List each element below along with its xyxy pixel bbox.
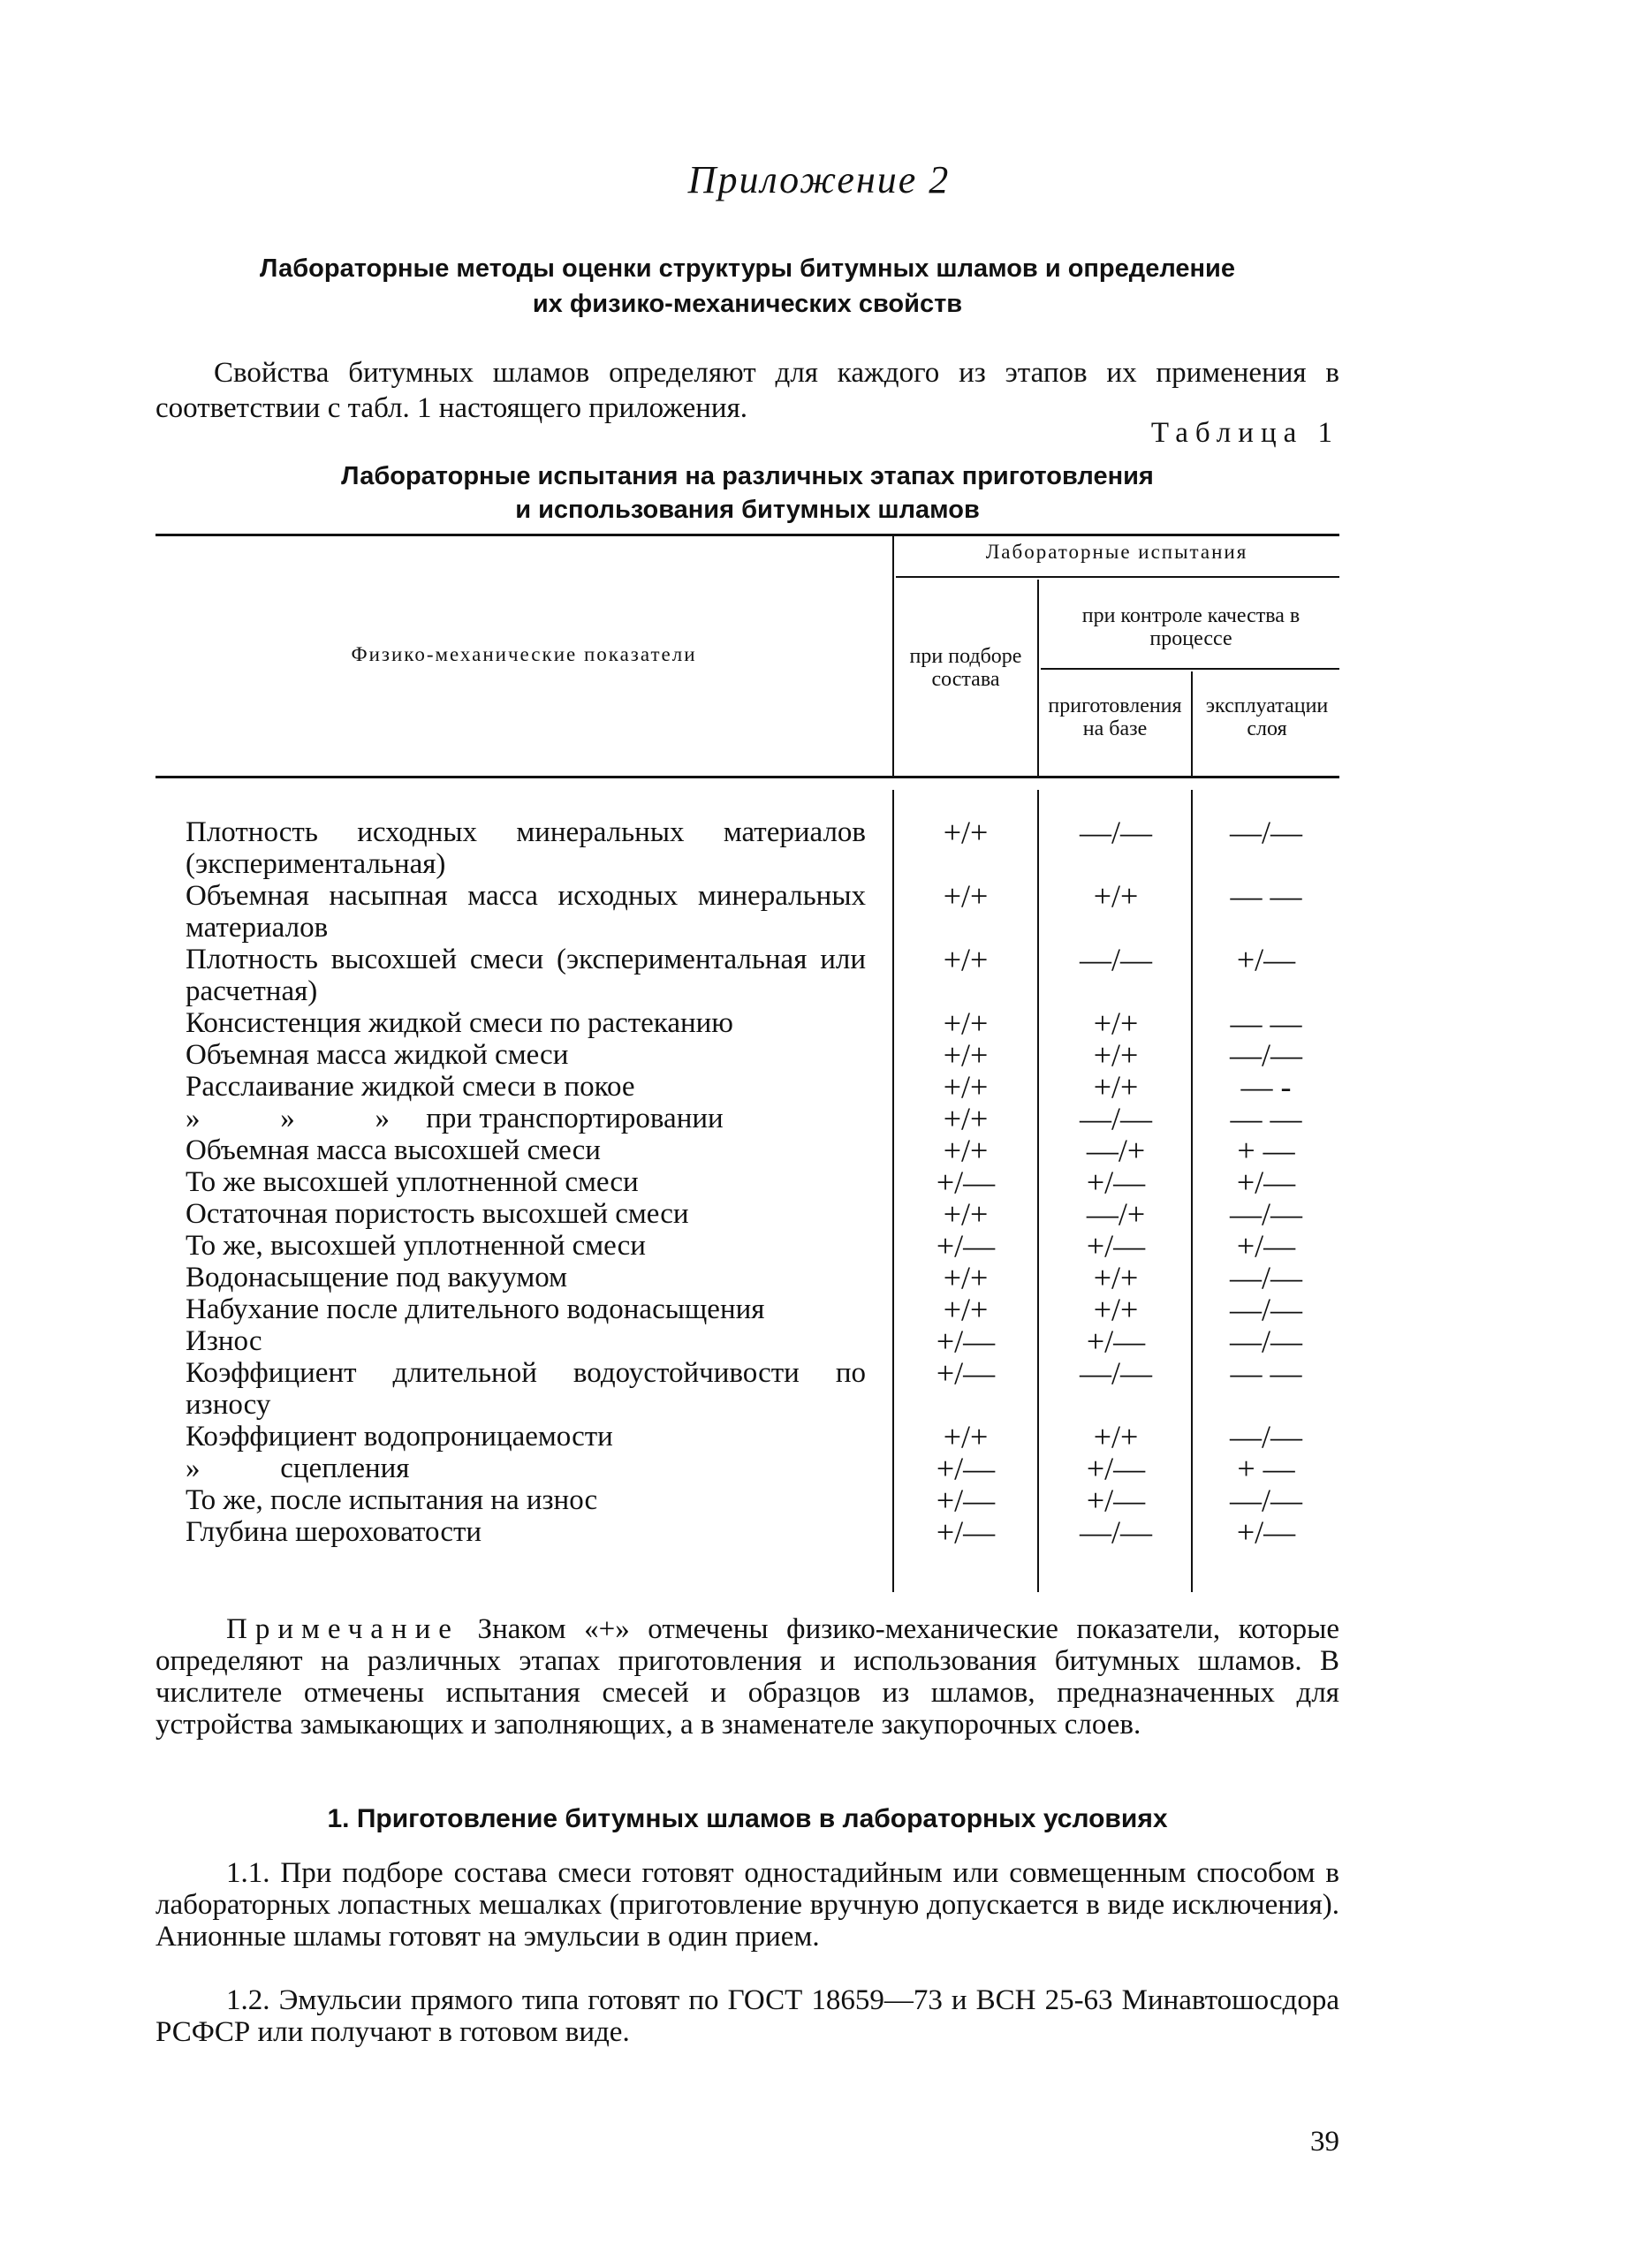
row-label: Коэффициент водопроницаемости bbox=[186, 1421, 613, 1453]
cell-operation: — — bbox=[1230, 878, 1302, 914]
table-number: Таблица 1 bbox=[1150, 417, 1339, 449]
header-divider-lab-tests bbox=[896, 576, 1339, 578]
table-row bbox=[186, 1325, 1361, 1357]
cell-preparation: —/— bbox=[1079, 1355, 1152, 1391]
note-label: Примечание bbox=[226, 1613, 459, 1645]
cell-at-selection: +/+ bbox=[943, 1260, 989, 1295]
cell-operation: — — bbox=[1230, 1355, 1302, 1391]
cell-operation: +/— bbox=[1236, 942, 1296, 977]
table-row bbox=[186, 1421, 1361, 1453]
cell-operation: —/— bbox=[1229, 1196, 1302, 1232]
note-text: Знаком «+» отмечены физико-механические показатели, которые определяют на различных этапах приготовления и использования битумных шламов. В числителе отмечены испытания смесей и образцов из шламов, предназначенных для устройства замыкающих и заполняющих, а в знаменателе закупорочных слоев. bbox=[155, 1613, 1340, 1741]
cell-preparation: —/— bbox=[1079, 1514, 1152, 1550]
cell-preparation: +/+ bbox=[1093, 1419, 1139, 1454]
cell-preparation: +/— bbox=[1086, 1483, 1146, 1518]
cell-at-selection: +/— bbox=[936, 1228, 996, 1263]
table-row bbox=[186, 1007, 1361, 1039]
header-preparation: приготовления на базе bbox=[1048, 694, 1182, 740]
table-top-rule bbox=[155, 534, 1339, 536]
intro-paragraph: Свойства битумных шламов определяют для каждого из этапов их применения в соответствии с табл. 1 настоящего приложения. bbox=[155, 357, 1339, 424]
header-quality-control: при контроле качества в процессе bbox=[1081, 604, 1301, 650]
cell-preparation: +/+ bbox=[1093, 1037, 1139, 1073]
cell-preparation: —/— bbox=[1079, 1101, 1152, 1136]
row-label: Набухание после длительного водонасыщения bbox=[186, 1293, 765, 1325]
table-row bbox=[186, 1262, 1361, 1293]
table-row bbox=[186, 1516, 1361, 1548]
table-note bbox=[155, 1613, 1339, 1741]
header-divider-quality-control bbox=[1041, 668, 1339, 670]
row-label: Расслаивание жидкой смеси в покое bbox=[186, 1071, 635, 1103]
header-col-divider-3 bbox=[1191, 671, 1193, 776]
table-row bbox=[186, 944, 1361, 1007]
table-header-bottom-rule bbox=[155, 776, 1339, 778]
cell-preparation: +/+ bbox=[1093, 1292, 1139, 1327]
table-row bbox=[186, 1230, 1361, 1262]
row-label: » » » при транспортировании bbox=[186, 1103, 724, 1134]
cell-operation: — — bbox=[1230, 1101, 1302, 1136]
cell-at-selection: +/— bbox=[936, 1451, 996, 1486]
table-row bbox=[186, 816, 1361, 880]
cell-preparation: +/— bbox=[1086, 1324, 1146, 1359]
cell-operation: —/— bbox=[1229, 815, 1302, 850]
cell-preparation: —/— bbox=[1079, 815, 1152, 850]
table-title-line-2: и использования битумных шламов bbox=[515, 496, 980, 524]
table-row bbox=[186, 1134, 1361, 1166]
cell-operation: —/— bbox=[1229, 1037, 1302, 1073]
table-row bbox=[186, 1166, 1361, 1198]
cell-at-selection: +/+ bbox=[943, 1069, 989, 1104]
cell-operation: +/— bbox=[1236, 1514, 1296, 1550]
cell-at-selection: +/— bbox=[936, 1483, 996, 1518]
cell-preparation: —/+ bbox=[1086, 1133, 1146, 1168]
cell-at-selection: +/— bbox=[936, 1514, 996, 1550]
row-label: Водонасыщение под вакуумом bbox=[186, 1262, 568, 1293]
header-col-divider-1 bbox=[892, 536, 894, 776]
header-col-divider-2 bbox=[1037, 580, 1039, 776]
table-title bbox=[155, 459, 1339, 527]
table-row bbox=[186, 1293, 1361, 1325]
cell-preparation: +/— bbox=[1086, 1451, 1146, 1486]
cell-preparation: —/— bbox=[1079, 942, 1152, 977]
cell-operation: —/— bbox=[1229, 1292, 1302, 1327]
section-title: 1. Приготовление битумных шламов в лабораторных условиях bbox=[327, 1804, 1168, 1833]
cell-preparation: +/— bbox=[1086, 1164, 1146, 1200]
cell-operation: + — bbox=[1237, 1133, 1295, 1168]
table-row bbox=[186, 1103, 1361, 1134]
cell-at-selection: +/+ bbox=[943, 1037, 989, 1073]
cell-preparation: —/+ bbox=[1086, 1196, 1146, 1232]
header-lab-tests: Лабораторные испытания bbox=[985, 541, 1248, 563]
row-label: Объемная насыпная масса исходных минеральных материалов bbox=[186, 880, 866, 944]
cell-at-selection: +/— bbox=[936, 1355, 996, 1391]
cell-at-selection: +/— bbox=[936, 1164, 996, 1200]
cell-operation: — - bbox=[1240, 1069, 1292, 1104]
main-title bbox=[155, 251, 1339, 322]
table-row bbox=[186, 1357, 1361, 1421]
cell-at-selection: +/+ bbox=[943, 942, 989, 977]
cell-at-selection: +/+ bbox=[943, 1292, 989, 1327]
table-title-line-1: Лабораторные испытания на различных этапах приготовления bbox=[341, 462, 1154, 490]
cell-operation: —/— bbox=[1229, 1483, 1302, 1518]
row-label: Глубина шероховатости bbox=[186, 1516, 482, 1548]
cell-operation: + — bbox=[1237, 1451, 1295, 1486]
cell-at-selection: +/+ bbox=[943, 1419, 989, 1454]
cell-at-selection: +/+ bbox=[943, 878, 989, 914]
header-indicator: Физико-механические показатели bbox=[351, 643, 697, 665]
cell-preparation: +/+ bbox=[1093, 878, 1139, 914]
page-number: 39 bbox=[1310, 2126, 1339, 2158]
row-label: Объемная масса жидкой смеси bbox=[186, 1039, 569, 1071]
cell-at-selection: +/+ bbox=[943, 815, 989, 850]
table-row bbox=[186, 1039, 1361, 1071]
paragraph-1-1: 1.1. При подборе состава смеси готовят одностадийным или совмещенным способом в лабораторных лопастных мешалках (приготовление вручную допускается в виде исключения). Анионные шламы готовят на эмульсии в один прием. bbox=[155, 1857, 1339, 1953]
table-row bbox=[186, 1453, 1361, 1484]
cell-operation: —/— bbox=[1229, 1419, 1302, 1454]
cell-preparation: +/+ bbox=[1093, 1260, 1139, 1295]
table-row bbox=[186, 1071, 1361, 1103]
row-label: Коэффициент длительной водоустойчивости по износу bbox=[186, 1357, 866, 1421]
table-row bbox=[186, 880, 1361, 944]
cell-at-selection: +/+ bbox=[943, 1196, 989, 1232]
table-row bbox=[186, 1484, 1361, 1516]
cell-at-selection: +/+ bbox=[943, 1005, 989, 1041]
row-label: То же, высохшей уплотненной смеси bbox=[186, 1230, 646, 1262]
row-label: Остаточная пористость высохшей смеси bbox=[186, 1198, 689, 1230]
row-label: Консистенция жидкой смеси по растеканию bbox=[186, 1007, 733, 1039]
row-label: То же, после испытания на износ bbox=[186, 1484, 598, 1516]
cell-operation: —/— bbox=[1229, 1260, 1302, 1295]
cell-operation: —/— bbox=[1229, 1324, 1302, 1359]
header-at-selection: при подборе состава bbox=[909, 645, 1022, 691]
cell-preparation: +/— bbox=[1086, 1228, 1146, 1263]
table-row bbox=[186, 1198, 1361, 1230]
cell-at-selection: +/+ bbox=[943, 1133, 989, 1168]
cell-operation: +/— bbox=[1236, 1228, 1296, 1263]
header-operation: эксплуатации слоя bbox=[1205, 694, 1329, 740]
cell-at-selection: +/+ bbox=[943, 1101, 989, 1136]
row-label: Плотность высохшей смеси (экспериментальная или расчетная) bbox=[186, 944, 866, 1007]
table-body bbox=[186, 816, 1361, 1548]
row-label: Объемная масса высохшей смеси bbox=[186, 1134, 601, 1166]
row-label: То же высохшей уплотненной смеси bbox=[186, 1166, 639, 1198]
cell-at-selection: +/— bbox=[936, 1324, 996, 1359]
appendix-title: Приложение 2 bbox=[687, 158, 951, 201]
main-title-line-2: их физико-механических свойств bbox=[532, 290, 963, 318]
cell-operation: +/— bbox=[1236, 1164, 1296, 1200]
paragraph-1-2: 1.2. Эмульсии прямого типа готовят по ГОСТ 18659—73 и ВСН 25-63 Минавтошосдора РСФСР или получают в готовом виде. bbox=[155, 1984, 1339, 2048]
row-label: Износ bbox=[186, 1325, 262, 1357]
main-title-line-1: Лабораторные методы оценки структуры битумных шламов и определение bbox=[260, 254, 1235, 283]
row-label: » сцепления bbox=[186, 1453, 410, 1484]
cell-operation: — — bbox=[1230, 1005, 1302, 1041]
cell-preparation: +/+ bbox=[1093, 1069, 1139, 1104]
row-label: Плотность исходных минеральных материалов (экспериментальная) bbox=[186, 816, 866, 880]
cell-preparation: +/+ bbox=[1093, 1005, 1139, 1041]
